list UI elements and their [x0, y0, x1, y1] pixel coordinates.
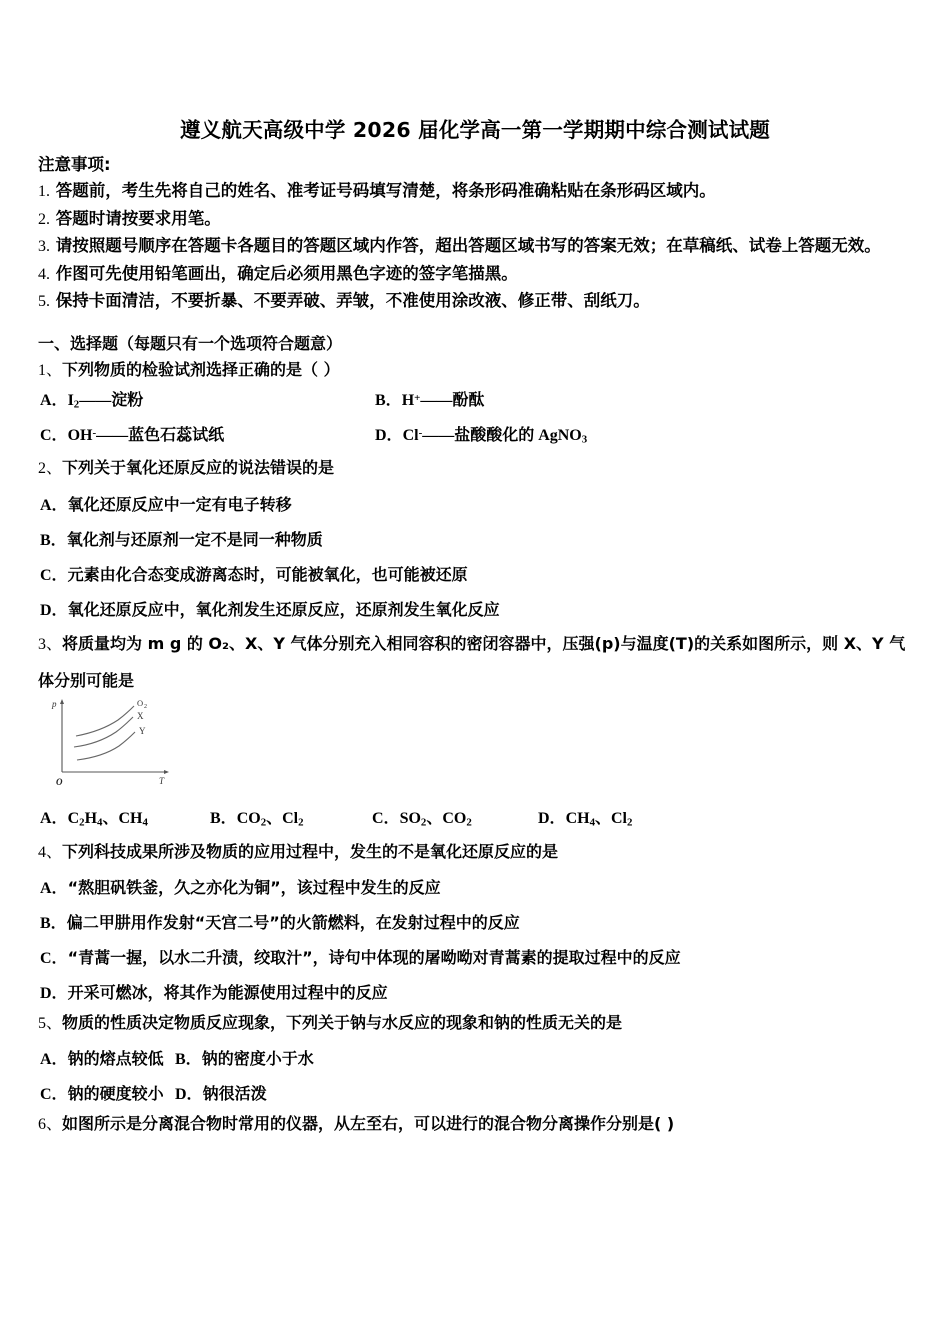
- question-text: 下列科技成果所涉及物质的应用过程中，发生的不是氧化还原反应的是: [62, 842, 559, 861]
- question-3-stem-line1: [38, 631, 905, 654]
- question-2-option-a[interactable]: [40, 492, 292, 515]
- notice-item: [38, 288, 928, 316]
- notice-text: 请按照题号顺序在答题卡各题目的答题区域内作答，超出答题区域书写的答案无效；在草稿纸、试卷上答题无效。: [55, 236, 881, 255]
- option-label: B．: [210, 810, 237, 827]
- question-5-option-d[interactable]: [175, 1081, 267, 1104]
- option-label: C．: [372, 810, 400, 827]
- curve-label-y: Y: [139, 726, 146, 736]
- question-2-option-c[interactable]: [40, 562, 468, 585]
- option-text: “熬胆矾铁釜，久之亦化为铜”，该过程中发生的反应: [67, 878, 441, 897]
- origin-label: O: [56, 777, 63, 787]
- question-5-option-a[interactable]: [40, 1046, 164, 1069]
- question-number: 3、: [38, 636, 63, 653]
- question-text: 下列关于氧化还原反应的说法错误的是: [62, 458, 335, 477]
- notice-number: 4.: [38, 265, 50, 283]
- option-label: B．: [40, 532, 67, 549]
- question-6-stem: [38, 1111, 674, 1134]
- option-label: D．: [538, 810, 566, 827]
- notice-heading: 注意事项:: [38, 155, 111, 174]
- option-text: Cl-——盐酸酸化的 AgNO$_3$: [402, 426, 588, 446]
- question-number: 4、: [38, 844, 63, 861]
- question-5-option-b[interactable]: [175, 1046, 314, 1069]
- question-3-stem-line2: [38, 668, 134, 691]
- x-axis-label: T: [159, 776, 165, 786]
- option-label: B．: [40, 915, 67, 932]
- question-1-option-b[interactable]: [375, 387, 484, 410]
- question-text: 体分别可能是: [38, 671, 135, 690]
- pressure-temperature-chart: [44, 696, 244, 788]
- notice-text: 保持卡面清洁，不要折暴、不要弄破、弄皱，不准使用涂改液、修正带、刮纸刀。: [55, 291, 650, 310]
- page-title: 遵义航天高级中学 2026 届化学高一第一学期期中综合测试试题: [179, 118, 771, 142]
- question-number: 1、: [38, 362, 63, 379]
- section-heading: 一、选择题（每题只有一个选项符合题意）: [38, 334, 343, 353]
- notice-text: 作图可先使用铅笔画出，确定后必须用黑色字迹的签字笔描黑。: [55, 263, 518, 283]
- notice-number: 3.: [38, 238, 50, 255]
- question-text: 如图所示是分离混合物时常用的仪器，从左至右，可以进行的混合物分离操作分别是( ): [62, 1114, 675, 1133]
- question-text: 将质量均为 m g 的 O₂、X、Y 气体分别充入相同容积的密闭容器中，压强(p)与温度(T)的关系如图所示，则 X、Y 气: [62, 634, 906, 653]
- option-text: 钠的熔点较低: [67, 1049, 164, 1068]
- option-text: 氧化剂与还原剂一定不是同一种物质: [66, 530, 323, 549]
- question-3-figure: [44, 696, 244, 788]
- question-3-option-d[interactable]: [538, 805, 632, 828]
- curve-label-o2: O: [137, 698, 144, 708]
- question-5-stem: [38, 1010, 622, 1033]
- option-text: 钠的硬度较小: [67, 1084, 164, 1103]
- question-1-option-d[interactable]: [375, 422, 587, 445]
- question-3-option-b[interactable]: [210, 805, 304, 828]
- question-4-option-a[interactable]: [40, 875, 441, 898]
- notice-number: 5.: [38, 293, 50, 310]
- option-label: D．: [40, 985, 68, 1002]
- option-text: $C_2H_4$、$CH_4$: [67, 810, 148, 829]
- option-text: 氧化还原反应中，氧化剂发生还原反应，还原剂发生氧化反应: [67, 600, 500, 619]
- question-text: 物质的性质决定物质反应现象，下列关于钠与水反应的现象和钠的性质无关的是: [62, 1013, 623, 1032]
- notice-item: [38, 178, 928, 206]
- option-label: C．: [40, 1086, 68, 1103]
- option-text: 氧化还原反应中一定有电子转移: [67, 495, 292, 514]
- notice-block: [38, 152, 928, 316]
- x-axis-arrow: [164, 770, 169, 774]
- option-label: D．: [175, 1086, 203, 1103]
- question-1-stem: [38, 357, 340, 380]
- option-label: A．: [40, 392, 68, 409]
- option-text: 钠很活泼: [202, 1084, 267, 1103]
- curve-label-x: X: [137, 711, 144, 721]
- y-axis-label: p: [52, 699, 57, 709]
- option-label: D．: [375, 427, 403, 444]
- option-text: H+——酚酞: [401, 391, 485, 409]
- option-text: 偏二甲肼用作发射“天宫二号”的火箭燃料，在发射过程中的反应: [66, 913, 520, 932]
- option-text: 钠的密度小于水: [201, 1049, 314, 1068]
- question-1-option-c[interactable]: [40, 422, 224, 445]
- curve-label-o2-sub: 2: [144, 704, 147, 710]
- question-4-stem: [38, 839, 558, 862]
- notice-item: [38, 233, 928, 261]
- option-text: 开采可燃冰，将其作为能源使用过程中的反应: [67, 983, 388, 1002]
- question-5-option-c[interactable]: [40, 1081, 164, 1104]
- question-3-option-a[interactable]: [40, 805, 148, 828]
- question-2-stem: [38, 455, 334, 478]
- question-text: 下列物质的检验试剂选择正确的是（ ）: [62, 360, 340, 379]
- option-text: $CH_4$、$Cl_2$: [565, 810, 633, 829]
- option-label: C．: [40, 950, 68, 967]
- question-4-option-d[interactable]: [40, 980, 388, 1003]
- option-label: C．: [40, 427, 68, 444]
- y-axis-arrow: [60, 699, 64, 704]
- notice-item: [38, 206, 928, 234]
- curve-o2: [76, 706, 134, 736]
- question-number: 5、: [38, 1015, 63, 1032]
- question-number: 6、: [38, 1116, 63, 1133]
- option-text: “青蒿一握，以水二升渍，绞取汁”，诗句中体现的屠呦呦对青蒿素的提取过程中的反应: [67, 948, 681, 967]
- option-label: A．: [40, 1051, 68, 1068]
- option-label: C．: [40, 567, 68, 584]
- notice-text: 答题时请按要求用笔。: [55, 208, 221, 228]
- notice-number: 2.: [38, 210, 50, 228]
- option-label: B．: [175, 1051, 202, 1068]
- question-2-option-b[interactable]: [40, 527, 323, 550]
- question-number: 2、: [38, 460, 63, 477]
- question-3-option-c[interactable]: [372, 805, 472, 828]
- option-text: OH-——蓝色石蕊试纸: [67, 426, 225, 444]
- notice-text: 答题前，考生先将自己的姓名、准考证号码填写清楚，将条形码准确粘贴在条形码区域内。: [55, 181, 716, 200]
- notice-item: [38, 261, 928, 289]
- question-1-option-a[interactable]: [40, 387, 143, 410]
- question-2-option-d[interactable]: [40, 597, 500, 620]
- question-4-option-b[interactable]: [40, 910, 520, 933]
- option-text: $CO_2$、$Cl_2$: [236, 810, 304, 829]
- notice-number: 1.: [38, 183, 50, 200]
- option-label: D．: [40, 602, 68, 619]
- option-label: A．: [40, 810, 68, 827]
- option-text: 元素由化合态变成游离态时，可能被氧化，也可能被还原: [67, 565, 468, 584]
- option-label: B．: [375, 392, 402, 409]
- curve-y: [77, 732, 135, 760]
- option-text: $SO_2$、$CO_2$: [399, 810, 472, 829]
- option-text: $I_2——$淀粉: [67, 392, 144, 411]
- option-label: A．: [40, 880, 68, 897]
- question-4-option-c[interactable]: [40, 945, 681, 968]
- option-label: A．: [40, 497, 68, 514]
